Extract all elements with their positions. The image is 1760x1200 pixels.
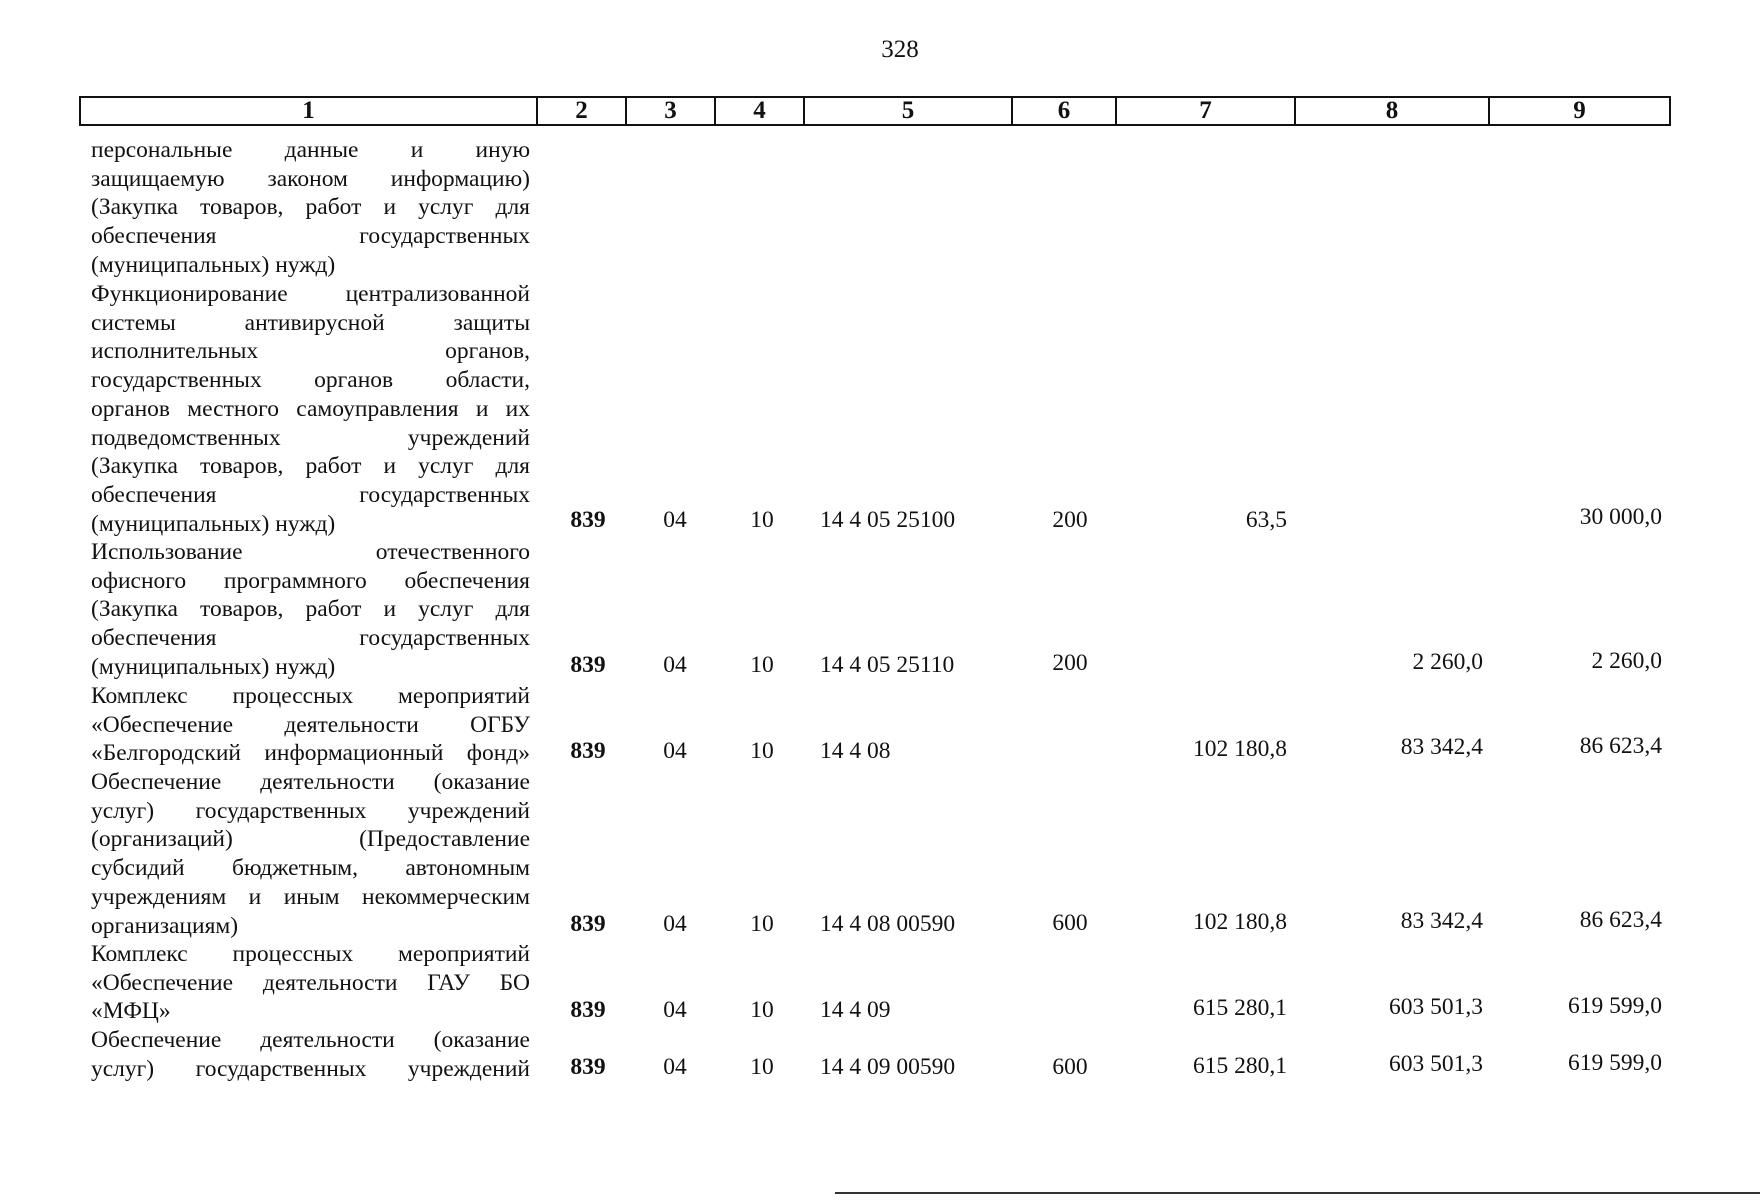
page-number: 328 (881, 36, 919, 63)
cell-section: 04 (663, 652, 687, 678)
cell-amount-9: 2 260,0 (1591, 648, 1662, 674)
description-line: Комплекс процессных мероприятий (91, 941, 530, 967)
description-line: государственных органов области, (91, 367, 530, 394)
row-description (91, 1026, 530, 1083)
cell-amount-7: 63,5 (1245, 507, 1287, 533)
cell-subsection: 10 (750, 507, 774, 533)
cell-expense-type: 200 (1052, 650, 1088, 676)
cell-subsection: 10 (750, 997, 774, 1023)
description-line: обеспечения государственных (91, 223, 530, 250)
column-header-8: 8 (1295, 97, 1489, 125)
description-line: обеспечения государственных (91, 481, 530, 508)
cell-amount-9: 619 599,0 (1568, 1050, 1662, 1076)
column-header-1: 1 (80, 97, 537, 125)
description-line: Комплекс процессных мероприятий (91, 683, 530, 709)
cell-amount-7: 615 280,1 (1193, 995, 1287, 1021)
cell-amount-9: 86 623,4 (1579, 907, 1662, 933)
row-description (91, 768, 530, 940)
column-header-7: 7 (1116, 97, 1295, 125)
description-line: «Обеспечение деятельности ОГБУ (91, 711, 530, 738)
cell-amount-8: 603 501,3 (1389, 994, 1483, 1020)
cell-expense-type: 200 (1052, 507, 1088, 533)
description-line: Функционирование централизованной (91, 281, 530, 307)
column-header-6: 6 (1012, 97, 1116, 125)
description-line: (организаций) (Предоставление (91, 826, 530, 853)
description-line: подведомственных учреждений (91, 424, 530, 451)
cell-amount-8: 83 342,4 (1400, 734, 1483, 760)
description-line: (Закупка товаров, работ и услуг для (91, 194, 530, 221)
cell-amount-9: 30 000,0 (1579, 504, 1662, 530)
description-line: (муниципальных) нужд) (91, 653, 336, 680)
column-header-row (79, 96, 1671, 126)
row-description (91, 682, 530, 768)
description-line: «МФЦ» (91, 998, 171, 1025)
cell-expense-type: 600 (1052, 910, 1088, 936)
column-header-3: 3 (626, 97, 715, 125)
cell-subsection: 10 (750, 738, 774, 764)
description-line: (Закупка товаров, работ и услуг для (91, 453, 530, 480)
description-line: Использование отечественного (91, 539, 530, 565)
description-line: офисного программного обеспечения (91, 567, 530, 594)
description-line: Обеспечение деятельности (оказание (91, 1027, 530, 1053)
cell-expense-type: 600 (1052, 1054, 1088, 1080)
cell-subsection: 10 (750, 652, 774, 678)
description-line: органов местного самоуправления и их (91, 395, 530, 422)
cell-target-article: 14 4 09 (820, 997, 891, 1023)
description-line: учреждениям и иным некоммерческим (91, 883, 530, 910)
description-line: (Закупка товаров, работ и услуг для (91, 596, 530, 623)
cell-section: 04 (663, 507, 687, 533)
cell-ministry: 839 (570, 507, 606, 533)
cell-target-article: 14 4 05 25110 (820, 652, 955, 678)
description-line: субсидий бюджетным, автономным (91, 855, 530, 882)
description-line: организациям) (91, 912, 239, 939)
cell-subsection: 10 (750, 1054, 774, 1080)
cell-amount-7: 102 180,8 (1193, 736, 1287, 762)
description-line: (муниципальных) нужд) (91, 251, 336, 278)
cell-ministry: 839 (570, 997, 606, 1023)
column-header-4: 4 (715, 97, 804, 125)
description-line: обеспечения государственных (91, 625, 530, 652)
cell-amount-8: 603 501,3 (1389, 1051, 1483, 1077)
description-line: системы антивирусной защиты (91, 309, 530, 336)
description-line: Обеспечение деятельности (оказание (91, 769, 530, 795)
cell-section: 04 (663, 997, 687, 1023)
description-line: (муниципальных) нужд) (91, 510, 336, 537)
cell-ministry: 839 (570, 652, 606, 678)
footer-rule (835, 1192, 1760, 1194)
cell-amount-8: 2 260,0 (1412, 649, 1483, 675)
cell-target-article: 14 4 08 00590 (820, 911, 956, 937)
description-line: услуг) государственных учреждений (91, 1055, 530, 1082)
cell-target-article: 14 4 09 00590 (820, 1054, 956, 1080)
cell-target-article: 14 4 08 (820, 738, 891, 764)
cell-ministry: 839 (570, 1054, 606, 1080)
cell-amount-8: 83 342,4 (1400, 908, 1483, 934)
row-description (91, 538, 530, 682)
row-description (91, 280, 530, 538)
cell-section: 04 (663, 738, 687, 764)
cell-section: 04 (663, 1054, 687, 1080)
row-description (91, 136, 530, 280)
cell-amount-9: 619 599,0 (1568, 993, 1662, 1019)
row-description (91, 940, 530, 1026)
column-header-5: 5 (804, 97, 1012, 125)
cell-ministry: 839 (570, 911, 606, 937)
cell-amount-7: 102 180,8 (1193, 909, 1287, 935)
description-line: услуг) государственных учреждений (91, 797, 530, 824)
cell-target-article: 14 4 05 25100 (820, 507, 956, 533)
cell-subsection: 10 (750, 911, 774, 937)
cell-amount-9: 86 623,4 (1579, 733, 1662, 759)
column-header-9: 9 (1489, 97, 1670, 125)
cell-section: 04 (663, 911, 687, 937)
cell-amount-7: 615 280,1 (1193, 1053, 1287, 1079)
description-line: «Белгородский информационный фонд» (91, 740, 530, 767)
column-header-2: 2 (537, 97, 626, 125)
description-line: «Обеспечение деятельности ГАУ БО (91, 969, 530, 996)
description-line: защищаемую законом информацию) (91, 165, 530, 192)
cell-ministry: 839 (570, 738, 606, 764)
description-line: исполнительных органов, (91, 338, 530, 365)
description-line: персональные данные и иную (91, 137, 530, 163)
